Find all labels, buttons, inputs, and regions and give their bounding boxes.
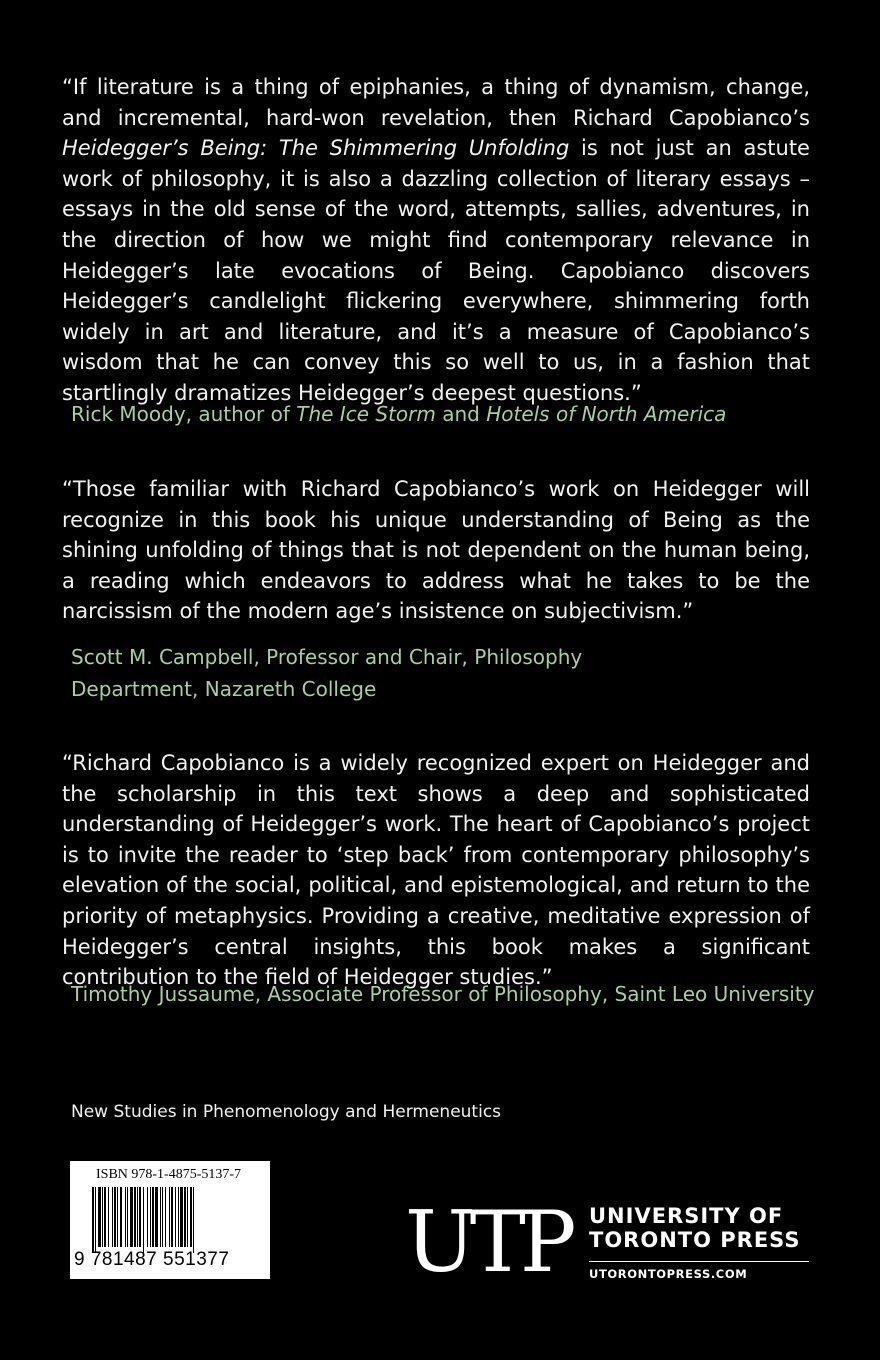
barcode-bar — [165, 1187, 166, 1247]
barcode-bar — [92, 1187, 94, 1253]
attribution-segment: Scott M. Campbell, Professor and Chair, Philosophy Department, Nazareth College — [71, 645, 583, 701]
barcode-bar — [180, 1187, 183, 1247]
barcode-bar — [134, 1187, 136, 1247]
barcode-bar — [120, 1187, 122, 1247]
barcode-bar — [184, 1187, 186, 1247]
attribution-segment: Timothy Jussaume, Associate Professor of Philosophy, Saint Leo University — [71, 982, 815, 1006]
publisher-name — [589, 1204, 819, 1252]
barcode-bar — [102, 1187, 103, 1247]
quote-segment: “If literature is a thing of epiphanies, a thing of dynamism, change, and incremental, hard-won revelation, then Richard Capobianco’s — [62, 75, 810, 130]
isbn-barcode — [70, 1161, 270, 1279]
publisher-name-line2: TORONTO PRESS — [589, 1228, 801, 1252]
publisher-url: UTORONTOPRESS.COM — [589, 1267, 748, 1281]
utp-logo: UTP — [405, 1193, 571, 1291]
barcode-bar — [193, 1187, 194, 1253]
barcode-bar — [112, 1187, 113, 1247]
quote-timothy-jussaume — [62, 748, 810, 993]
barcode-bar — [190, 1187, 192, 1247]
barcode-bar — [117, 1187, 118, 1247]
barcode-bar — [98, 1187, 101, 1247]
publisher-divider — [589, 1261, 809, 1262]
isbn-label: ISBN 978-1-4875-5137-7 — [96, 1167, 242, 1182]
book-title-italic: Heidegger’s Being: The Shimmering Unfolding — [62, 136, 570, 161]
barcode-bar — [162, 1187, 163, 1247]
barcode-bar — [127, 1187, 128, 1247]
attribution-segment: and — [435, 402, 487, 426]
barcode-bar — [137, 1187, 138, 1247]
publisher-name-line1: UNIVERSITY OF — [589, 1204, 784, 1228]
barcode-bar — [171, 1187, 173, 1247]
barcode-bar — [150, 1187, 151, 1247]
series-title: New Studies in Phenomenology and Hermeneutics — [71, 1102, 502, 1122]
attribution-timothy-jussaume — [71, 978, 831, 1010]
barcode-bar — [169, 1187, 170, 1247]
attribution-rick-moody — [71, 398, 831, 430]
quote-text — [62, 75, 810, 405]
barcode-bar — [114, 1187, 116, 1247]
barcode-bar — [104, 1187, 106, 1247]
book-title-italic: Hotels of North America — [486, 402, 727, 426]
quote-rick-moody — [62, 72, 810, 409]
attribution-scott-campbell — [71, 641, 711, 705]
quote-segment: is not just an astute work of philosophy, it is also a dazzling collection of literary essays – essays in the old sense of the word, attempts, sallies, adventures, in the direction of how we might find contemporary relevance in Heidegger’s late evocations of Being. Capobianco discovers Heidegger’s candlelight flickering everywhere, shimmering forth widely in art and literature, and it’s a measure of Capobianco’s wisdom that he can convey this so well to us, in a fashion that startlingly dramatizes Heidegger’s deepest questions.” — [62, 136, 810, 405]
barcode-bar — [175, 1187, 176, 1247]
barcode-bar — [155, 1187, 158, 1247]
barcode-bar — [108, 1187, 109, 1247]
barcode-bar — [125, 1187, 126, 1247]
attribution-segment: Rick Moody, author of — [71, 402, 297, 426]
quote-text: “Those familiar with Richard Capobianco’s work on Heidegger will recognize in this book his unique understanding of Being as the shining unfolding of things that is not dependent on the human being, a reading which endeavors to address what he takes to be the narcissism of the modern age’s insistence on subjectivism.” — [62, 477, 810, 624]
barcode-bar — [160, 1187, 161, 1247]
quote-text: “Richard Capobianco is a widely recognized expert on Heidegger and the scholarship in this text shows a deep and sophisticated understanding of Heidegger’s work. The heart of Capobianco’s project is to invite the reader to ‘step back’ from contemporary philosophy’s elevation of the social, political, and epistemological, and return to the priority of metaphysics. Providing a creative, meditative expression of Heidegger’s central insights, this book makes a significant contribution to the field of Heidegger studies.” — [62, 751, 810, 990]
barcode-bar — [143, 1187, 144, 1253]
barcode-bar — [95, 1187, 96, 1253]
barcode-bar — [139, 1187, 141, 1247]
barcode-bar — [147, 1187, 148, 1247]
quote-scott-campbell — [62, 474, 810, 627]
barcode-bar — [152, 1187, 154, 1247]
barcode-bar — [178, 1187, 179, 1247]
barcode-bar — [187, 1187, 188, 1247]
barcode-bar — [130, 1187, 133, 1247]
barcode-digits: 9 781487 551377 — [74, 1249, 230, 1270]
book-title-italic: The Ice Storm — [296, 402, 436, 426]
